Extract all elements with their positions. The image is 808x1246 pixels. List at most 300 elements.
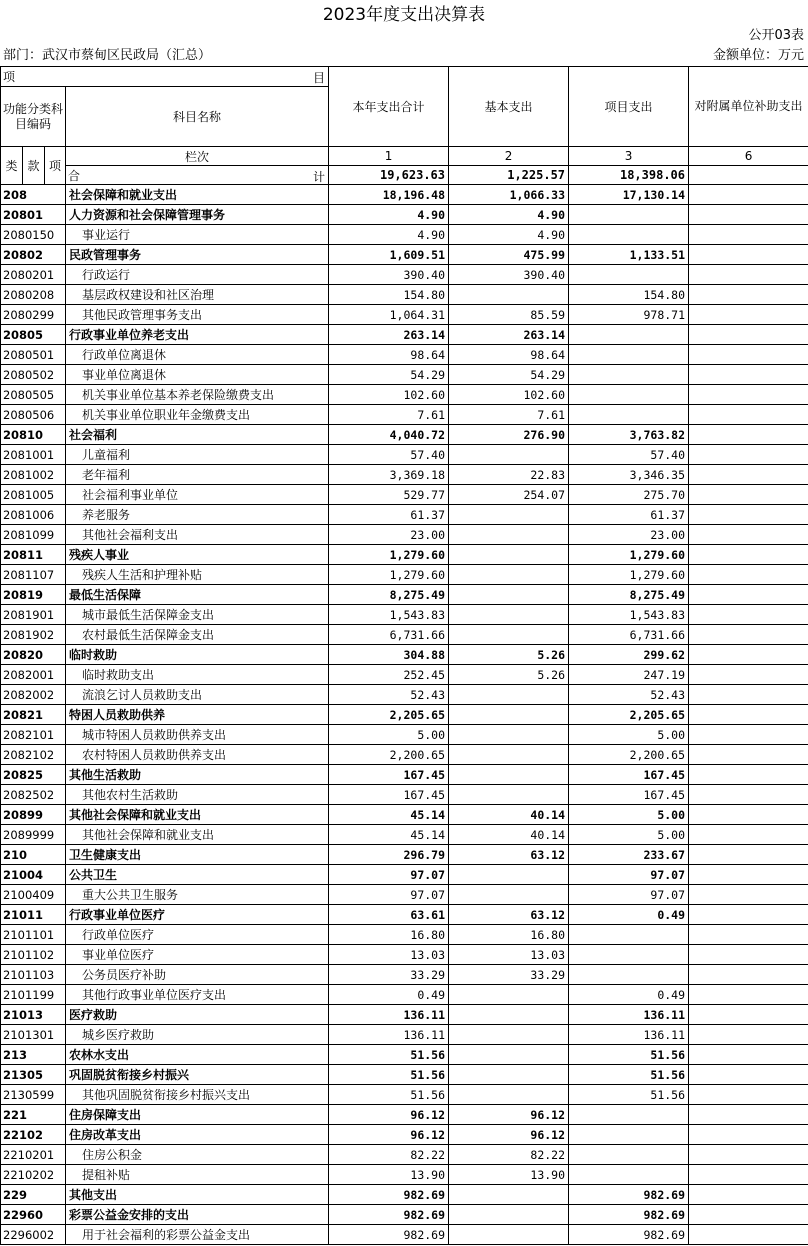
row-project — [569, 325, 689, 345]
row-total: 982.69 — [329, 1225, 449, 1245]
row-total: 167.45 — [329, 785, 449, 805]
header-name: 科目名称 — [66, 87, 329, 147]
row-basic — [449, 1225, 569, 1245]
row-subsidy — [689, 345, 808, 365]
table-row — [1, 745, 808, 765]
row-basic — [449, 565, 569, 585]
row-project: 3,346.35 — [569, 465, 689, 485]
row-subsidy — [689, 585, 808, 605]
row-code: 21004 — [1, 865, 66, 885]
row-name: 其他支出 — [66, 1185, 329, 1205]
row-project: 247.19 — [569, 665, 689, 685]
row-project — [569, 265, 689, 285]
table-row — [1, 1065, 808, 1085]
row-code: 2082101 — [1, 725, 66, 745]
row-total: 63.61 — [329, 905, 449, 925]
row-basic — [449, 705, 569, 725]
department-label: 部门：武汉市蔡甸区民政局（汇总） — [3, 48, 212, 63]
row-total: 2,200.65 — [329, 745, 449, 765]
row-code: 22102 — [1, 1125, 66, 1145]
table-row — [1, 665, 808, 685]
page-title: 2023年度支出决算表 — [322, 5, 486, 25]
row-subsidy — [689, 805, 808, 825]
row-name: 临时救助支出 — [66, 665, 329, 685]
row-code: 20801 — [1, 205, 66, 225]
row-name: 住房改革支出 — [66, 1125, 329, 1145]
row-name: 机关事业单位基本养老保险缴费支出 — [66, 385, 329, 405]
row-subsidy — [689, 1185, 808, 1205]
row-name: 事业运行 — [66, 225, 329, 245]
total-label — [66, 166, 329, 185]
row-project: 17,130.14 — [569, 185, 689, 205]
row-code: 20899 — [1, 805, 66, 825]
header-lei: 类 — [1, 147, 23, 185]
row-subsidy — [689, 1205, 808, 1225]
row-project: 2,205.65 — [569, 705, 689, 725]
row-total: 57.40 — [329, 445, 449, 465]
row-project — [569, 1165, 689, 1185]
row-total: 1,279.60 — [329, 545, 449, 565]
col-no-2: 2 — [449, 147, 569, 166]
row-total: 45.14 — [329, 825, 449, 845]
table-row — [1, 865, 808, 885]
table-row — [1, 405, 808, 425]
row-code: 20825 — [1, 765, 66, 785]
row-basic: 4.90 — [449, 205, 569, 225]
row-project: 1,279.60 — [569, 565, 689, 585]
row-total: 33.29 — [329, 965, 449, 985]
row-basic: 276.90 — [449, 425, 569, 445]
row-project — [569, 925, 689, 945]
row-subsidy — [689, 605, 808, 625]
row-code: 2089999 — [1, 825, 66, 845]
row-project: 97.07 — [569, 865, 689, 885]
row-code: 2101102 — [1, 945, 66, 965]
row-basic: 13.03 — [449, 945, 569, 965]
row-total: 97.07 — [329, 885, 449, 905]
row-basic — [449, 585, 569, 605]
table-row — [1, 925, 808, 945]
row-name: 社会福利事业单位 — [66, 485, 329, 505]
row-total: 2,205.65 — [329, 705, 449, 725]
row-basic — [449, 1185, 569, 1205]
row-code: 229 — [1, 1185, 66, 1205]
row-code: 208 — [1, 185, 66, 205]
row-project: 299.62 — [569, 645, 689, 665]
table-row — [1, 425, 808, 445]
row-code: 20805 — [1, 325, 66, 345]
row-project — [569, 365, 689, 385]
row-basic: 1,066.33 — [449, 185, 569, 205]
row-subsidy — [689, 445, 808, 465]
row-subsidy — [689, 685, 808, 705]
row-project: 978.71 — [569, 305, 689, 325]
total-ji: 计 — [313, 170, 326, 184]
row-total: 3,369.18 — [329, 465, 449, 485]
row-code: 2080201 — [1, 265, 66, 285]
unit-label: 金额单位：万元 — [712, 48, 804, 63]
row-subsidy — [689, 265, 808, 285]
row-name: 事业单位离退休 — [66, 365, 329, 385]
row-basic — [449, 985, 569, 1005]
row-code: 2082502 — [1, 785, 66, 805]
row-project: 0.49 — [569, 905, 689, 925]
row-basic — [449, 505, 569, 525]
row-name: 巩固脱贫衔接乡村振兴 — [66, 1065, 329, 1085]
row-basic: 4.90 — [449, 225, 569, 245]
row-total: 296.79 — [329, 845, 449, 865]
table-row — [1, 225, 808, 245]
row-total: 102.60 — [329, 385, 449, 405]
row-total: 6,731.66 — [329, 625, 449, 645]
table-row — [1, 565, 808, 585]
row-code: 2080150 — [1, 225, 66, 245]
row-basic — [449, 765, 569, 785]
row-name: 社会福利 — [66, 425, 329, 445]
row-total: 13.03 — [329, 945, 449, 965]
row-total: 1,279.60 — [329, 565, 449, 585]
table-row — [1, 265, 808, 285]
row-code: 21305 — [1, 1065, 66, 1085]
row-subsidy — [689, 885, 808, 905]
row-subsidy — [689, 305, 808, 325]
row-project: 57.40 — [569, 445, 689, 465]
row-subsidy — [689, 1045, 808, 1065]
row-project: 5.00 — [569, 825, 689, 845]
row-subsidy — [689, 365, 808, 385]
row-basic: 54.29 — [449, 365, 569, 385]
row-subsidy — [689, 1165, 808, 1185]
row-total: 54.29 — [329, 365, 449, 385]
row-code: 20819 — [1, 585, 66, 605]
row-subsidy — [689, 1065, 808, 1085]
row-subsidy — [689, 905, 808, 925]
row-project: 982.69 — [569, 1205, 689, 1225]
table-row — [1, 1125, 808, 1145]
row-code: 2081005 — [1, 485, 66, 505]
row-subsidy — [689, 205, 808, 225]
row-subsidy — [689, 485, 808, 505]
row-total: 82.22 — [329, 1145, 449, 1165]
table-row — [1, 1225, 808, 1245]
row-subsidy — [689, 425, 808, 445]
row-total: 96.12 — [329, 1105, 449, 1125]
row-basic: 96.12 — [449, 1125, 569, 1145]
row-basic — [449, 1085, 569, 1105]
table-row — [1, 1145, 808, 1165]
row-basic — [449, 1025, 569, 1045]
row-total: 97.07 — [329, 865, 449, 885]
row-project: 6,731.66 — [569, 625, 689, 645]
row-code: 20810 — [1, 425, 66, 445]
row-code: 2082002 — [1, 685, 66, 705]
row-subsidy — [689, 965, 808, 985]
row-project — [569, 1145, 689, 1165]
row-code: 2130599 — [1, 1085, 66, 1105]
table-row — [1, 1165, 808, 1185]
row-code: 2081002 — [1, 465, 66, 485]
row-basic — [449, 865, 569, 885]
row-code: 20821 — [1, 705, 66, 725]
row-project: 167.45 — [569, 765, 689, 785]
row-name: 基层政权建设和社区治理 — [66, 285, 329, 305]
table-row — [1, 305, 808, 325]
row-name: 行政运行 — [66, 265, 329, 285]
row-project: 1,543.83 — [569, 605, 689, 625]
row-basic — [449, 1045, 569, 1065]
row-total: 252.45 — [329, 665, 449, 685]
row-code: 2081099 — [1, 525, 66, 545]
row-basic: 5.26 — [449, 645, 569, 665]
table-row — [1, 1185, 808, 1205]
row-code: 2080505 — [1, 385, 66, 405]
header-total: 本年支出合计 — [329, 67, 449, 147]
row-project: 5.00 — [569, 805, 689, 825]
row-project: 982.69 — [569, 1185, 689, 1205]
row-basic — [449, 725, 569, 745]
total-project: 18,398.06 — [569, 166, 689, 185]
row-project: 23.00 — [569, 525, 689, 545]
row-project: 3,763.82 — [569, 425, 689, 445]
row-basic — [449, 605, 569, 625]
row-project: 233.67 — [569, 845, 689, 865]
row-subsidy — [689, 765, 808, 785]
row-name: 城市特困人员救助供养支出 — [66, 725, 329, 745]
row-basic — [449, 1005, 569, 1025]
row-subsidy — [689, 925, 808, 945]
table-row — [1, 885, 808, 905]
row-subsidy — [689, 945, 808, 965]
row-code: 210 — [1, 845, 66, 865]
table-row — [1, 505, 808, 525]
row-code: 2080501 — [1, 345, 66, 365]
table-row — [1, 1105, 808, 1125]
row-total: 0.49 — [329, 985, 449, 1005]
row-name: 其他农村生活救助 — [66, 785, 329, 805]
row-name: 用于社会福利的彩票公益金支出 — [66, 1225, 329, 1245]
row-name: 提租补贴 — [66, 1165, 329, 1185]
total-sum: 19,623.63 — [329, 166, 449, 185]
row-basic: 5.26 — [449, 665, 569, 685]
row-project — [569, 405, 689, 425]
row-subsidy — [689, 665, 808, 685]
row-subsidy — [689, 1105, 808, 1125]
table-row — [1, 965, 808, 985]
row-subsidy — [689, 465, 808, 485]
row-total: 529.77 — [329, 485, 449, 505]
row-project: 1,279.60 — [569, 545, 689, 565]
row-subsidy — [689, 565, 808, 585]
table-row — [1, 205, 808, 225]
table-row — [1, 685, 808, 705]
row-code: 21011 — [1, 905, 66, 925]
col-no-6: 6 — [689, 147, 808, 166]
row-basic: 263.14 — [449, 325, 569, 345]
row-basic: 13.90 — [449, 1165, 569, 1185]
header-lanci: 栏次 — [66, 147, 329, 166]
row-name: 住房保障支出 — [66, 1105, 329, 1125]
row-code: 20820 — [1, 645, 66, 665]
row-basic: 475.99 — [449, 245, 569, 265]
row-project: 275.70 — [569, 485, 689, 505]
row-name: 事业单位医疗 — [66, 945, 329, 965]
row-name: 行政单位离退休 — [66, 345, 329, 365]
row-code: 2081107 — [1, 565, 66, 585]
row-code: 2101101 — [1, 925, 66, 945]
row-name: 行政事业单位养老支出 — [66, 325, 329, 345]
row-project — [569, 965, 689, 985]
row-subsidy — [689, 245, 808, 265]
row-basic: 63.12 — [449, 905, 569, 925]
table-row — [1, 1085, 808, 1105]
table-row — [1, 285, 808, 305]
row-name: 重大公共卫生服务 — [66, 885, 329, 905]
row-name: 儿童福利 — [66, 445, 329, 465]
table-number: 公开03表 — [748, 28, 804, 43]
row-basic — [449, 885, 569, 905]
row-subsidy — [689, 645, 808, 665]
expenditure-table — [0, 66, 808, 1245]
row-name: 行政事业单位医疗 — [66, 905, 329, 925]
row-project — [569, 205, 689, 225]
row-project: 8,275.49 — [569, 585, 689, 605]
row-basic: 63.12 — [449, 845, 569, 865]
row-code: 21013 — [1, 1005, 66, 1025]
row-code: 2080502 — [1, 365, 66, 385]
table-row — [1, 1045, 808, 1065]
row-total: 304.88 — [329, 645, 449, 665]
row-basic: 102.60 — [449, 385, 569, 405]
row-total: 52.43 — [329, 685, 449, 705]
row-name: 彩票公益金安排的支出 — [66, 1205, 329, 1225]
row-project: 51.56 — [569, 1085, 689, 1105]
table-body — [1, 185, 808, 1245]
row-subsidy — [689, 705, 808, 725]
row-total: 982.69 — [329, 1205, 449, 1225]
table-row — [1, 625, 808, 645]
row-subsidy — [689, 1085, 808, 1105]
row-total: 98.64 — [329, 345, 449, 365]
header-subsidy: 对附属单位补助支出 — [689, 67, 808, 147]
row-name: 机关事业单位职业年金缴费支出 — [66, 405, 329, 425]
row-total: 982.69 — [329, 1185, 449, 1205]
row-code: 2081901 — [1, 605, 66, 625]
row-name: 其他生活救助 — [66, 765, 329, 785]
row-subsidy — [689, 405, 808, 425]
table-row — [1, 985, 808, 1005]
row-name: 临时救助 — [66, 645, 329, 665]
row-total: 45.14 — [329, 805, 449, 825]
table-row — [1, 825, 808, 845]
row-project: 61.37 — [569, 505, 689, 525]
row-project — [569, 945, 689, 965]
row-code: 2080299 — [1, 305, 66, 325]
row-code: 20811 — [1, 545, 66, 565]
row-subsidy — [689, 285, 808, 305]
col-no-3: 3 — [569, 147, 689, 166]
table-row — [1, 185, 808, 205]
row-name: 其他社会福利支出 — [66, 525, 329, 545]
row-basic — [449, 445, 569, 465]
row-subsidy — [689, 1025, 808, 1045]
row-name: 公务员医疗补助 — [66, 965, 329, 985]
row-code: 2100409 — [1, 885, 66, 905]
row-name: 农村最低生活保障金支出 — [66, 625, 329, 645]
table-row — [1, 705, 808, 725]
row-name: 城市最低生活保障金支出 — [66, 605, 329, 625]
table-row — [1, 485, 808, 505]
row-name: 最低生活保障 — [66, 585, 329, 605]
row-project: 136.11 — [569, 1025, 689, 1045]
row-basic: 40.14 — [449, 825, 569, 845]
table-row — [1, 805, 808, 825]
row-total: 13.90 — [329, 1165, 449, 1185]
row-project: 52.43 — [569, 685, 689, 705]
row-name: 人力资源和社会保障管理事务 — [66, 205, 329, 225]
row-basic — [449, 285, 569, 305]
table-row — [1, 845, 808, 865]
row-code: 2080208 — [1, 285, 66, 305]
row-name: 社会保障和就业支出 — [66, 185, 329, 205]
row-total: 4.90 — [329, 225, 449, 245]
row-subsidy — [689, 1225, 808, 1245]
table-row — [1, 645, 808, 665]
row-subsidy — [689, 825, 808, 845]
row-project: 51.56 — [569, 1065, 689, 1085]
row-total: 4.90 — [329, 205, 449, 225]
total-subsidy — [689, 166, 808, 185]
row-project: 51.56 — [569, 1045, 689, 1065]
row-subsidy — [689, 845, 808, 865]
table-header — [1, 67, 808, 185]
table-row — [1, 765, 808, 785]
row-basic: 33.29 — [449, 965, 569, 985]
row-name: 城乡医疗救助 — [66, 1025, 329, 1045]
row-basic: 7.61 — [449, 405, 569, 425]
row-basic — [449, 525, 569, 545]
row-total: 7.61 — [329, 405, 449, 425]
row-code: 2082102 — [1, 745, 66, 765]
row-subsidy — [689, 1005, 808, 1025]
row-basic: 22.83 — [449, 465, 569, 485]
row-project: 1,133.51 — [569, 245, 689, 265]
col-no-1: 1 — [329, 147, 449, 166]
row-project — [569, 345, 689, 365]
row-subsidy — [689, 745, 808, 765]
table-row — [1, 545, 808, 565]
row-subsidy — [689, 985, 808, 1005]
row-code: 213 — [1, 1045, 66, 1065]
row-subsidy — [689, 865, 808, 885]
row-code: 2081902 — [1, 625, 66, 645]
table-row — [1, 385, 808, 405]
row-basic: 85.59 — [449, 305, 569, 325]
table-row — [1, 785, 808, 805]
row-subsidy — [689, 385, 808, 405]
row-name: 行政单位医疗 — [66, 925, 329, 945]
row-name: 公共卫生 — [66, 865, 329, 885]
row-total: 1,064.31 — [329, 305, 449, 325]
row-subsidy — [689, 785, 808, 805]
row-name: 其他巩固脱贫衔接乡村振兴支出 — [66, 1085, 329, 1105]
row-total: 1,609.51 — [329, 245, 449, 265]
row-basic — [449, 625, 569, 645]
row-code: 2101199 — [1, 985, 66, 1005]
row-total: 23.00 — [329, 525, 449, 545]
row-total: 8,275.49 — [329, 585, 449, 605]
header-xiang2: 项 — [45, 147, 66, 185]
row-name: 住房公积金 — [66, 1145, 329, 1165]
